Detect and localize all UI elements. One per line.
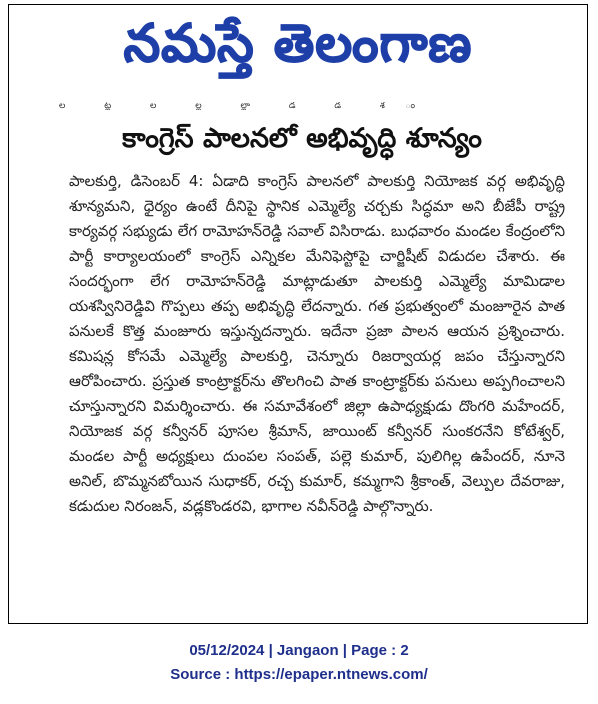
article-text: ఏడాది కాంగ్రెస్ పాలనలో పాలకుర్తి నియోజక వర్గ అభివృద్ధి శూన్యమని, ధైర్యం ఉంటే దీనిపై స్థానిక ఎమ్మెల్యే చర్చకు సిద్ధమా అని బీజేపీ రాష్ట్ర కార్యవర్గ సభ్యుడు లేగ రామోహన్‌రెడ్డి సవాల్ విసిరాడు. బుధవారం మండల కేంద్రంలోని పార్టీ కార్యాలయంలో కాంగ్రెస్ ఎన్నికల మేనిఫెస్టోపై చార్జిషీట్ విడుదల చేశారు. ఈ సందర్భంగా లేగ రామోహన్‌రెడ్డి మాట్లాడుతూ పాలకుర్తి ఎమ్మెల్యే మామిడాల యశస్వినిరెడ్డివి గొప్పలు తప్ప అభివృద్ధి లేదన్నారు. గత ప్రభుత్వంలో మంజూరైన పాత పనులకే కొత్త మంజూరు ఇస్తున్నదన్నారు. ఇదేనా ప్రజా పాలన ఆయన ప్రశ్నించారు. కమిషన్ల కోసమే ఎమ్మెల్యే పాలకుర్తి, చెన్నూరు రిజర్వాయర్ల జపం చేస్తున్నారని ఆరోపించారు. ప్రస్తుత కాంట్రాక్టర్‌ను తొలగించి పాత కాంట్రాక్టర్‌కు పనులు అప్పగించాలని చూస్తున్నారని విమర్శించారు. ఈ సమావేశంలో జిల్లా ఉపాధ్యక్షుడు దొంగరి మహేందర్, నియోజక వర్గ కన్వీనర్ పూసల శ్రీమాన్, జాయింట్ కన్వీనర్ సుంకరనేని కోటేశ్వర్, మండల పార్టీ అధ్యక్షులు దుంపల సంపత్, పల్లె కుమార్, పులిగిల్ల ఉపేందర్, నూనె అనిల్, బొమ్మనబోయిన సుధాకర్, రచ్చ కుమార్, కమ్మగాని శ్రీకాంత్, వెల్పుల దేవరాజు, కడుదుల నిరంజన్, వడ్లకొండరవి, భాగాల నవీన్‌రెడ్డి పాల్గొన్నారు.	[69, 172, 565, 515]
clipped-previous-line: ల ట్ల ల ల్ల ల్లా డ డ శ ం	[59, 102, 434, 110]
article-body	[69, 169, 565, 519]
article-headline: కాంగ్రెస్ పాలనలో అభివృద్ధి శూన్యం	[122, 123, 482, 154]
source-link[interactable]: Source : https://epaper.ntnews.com/	[170, 666, 428, 683]
newspaper-masthead: నమస్తే తెలంగాణ	[123, 14, 473, 74]
article-dateline: పాలకుర్తి, డిసెంబర్ 4:	[69, 172, 204, 190]
edition-info: 05/12/2024 | Jangaon | Page : 2	[189, 642, 409, 659]
clipping-frame	[8, 4, 588, 624]
